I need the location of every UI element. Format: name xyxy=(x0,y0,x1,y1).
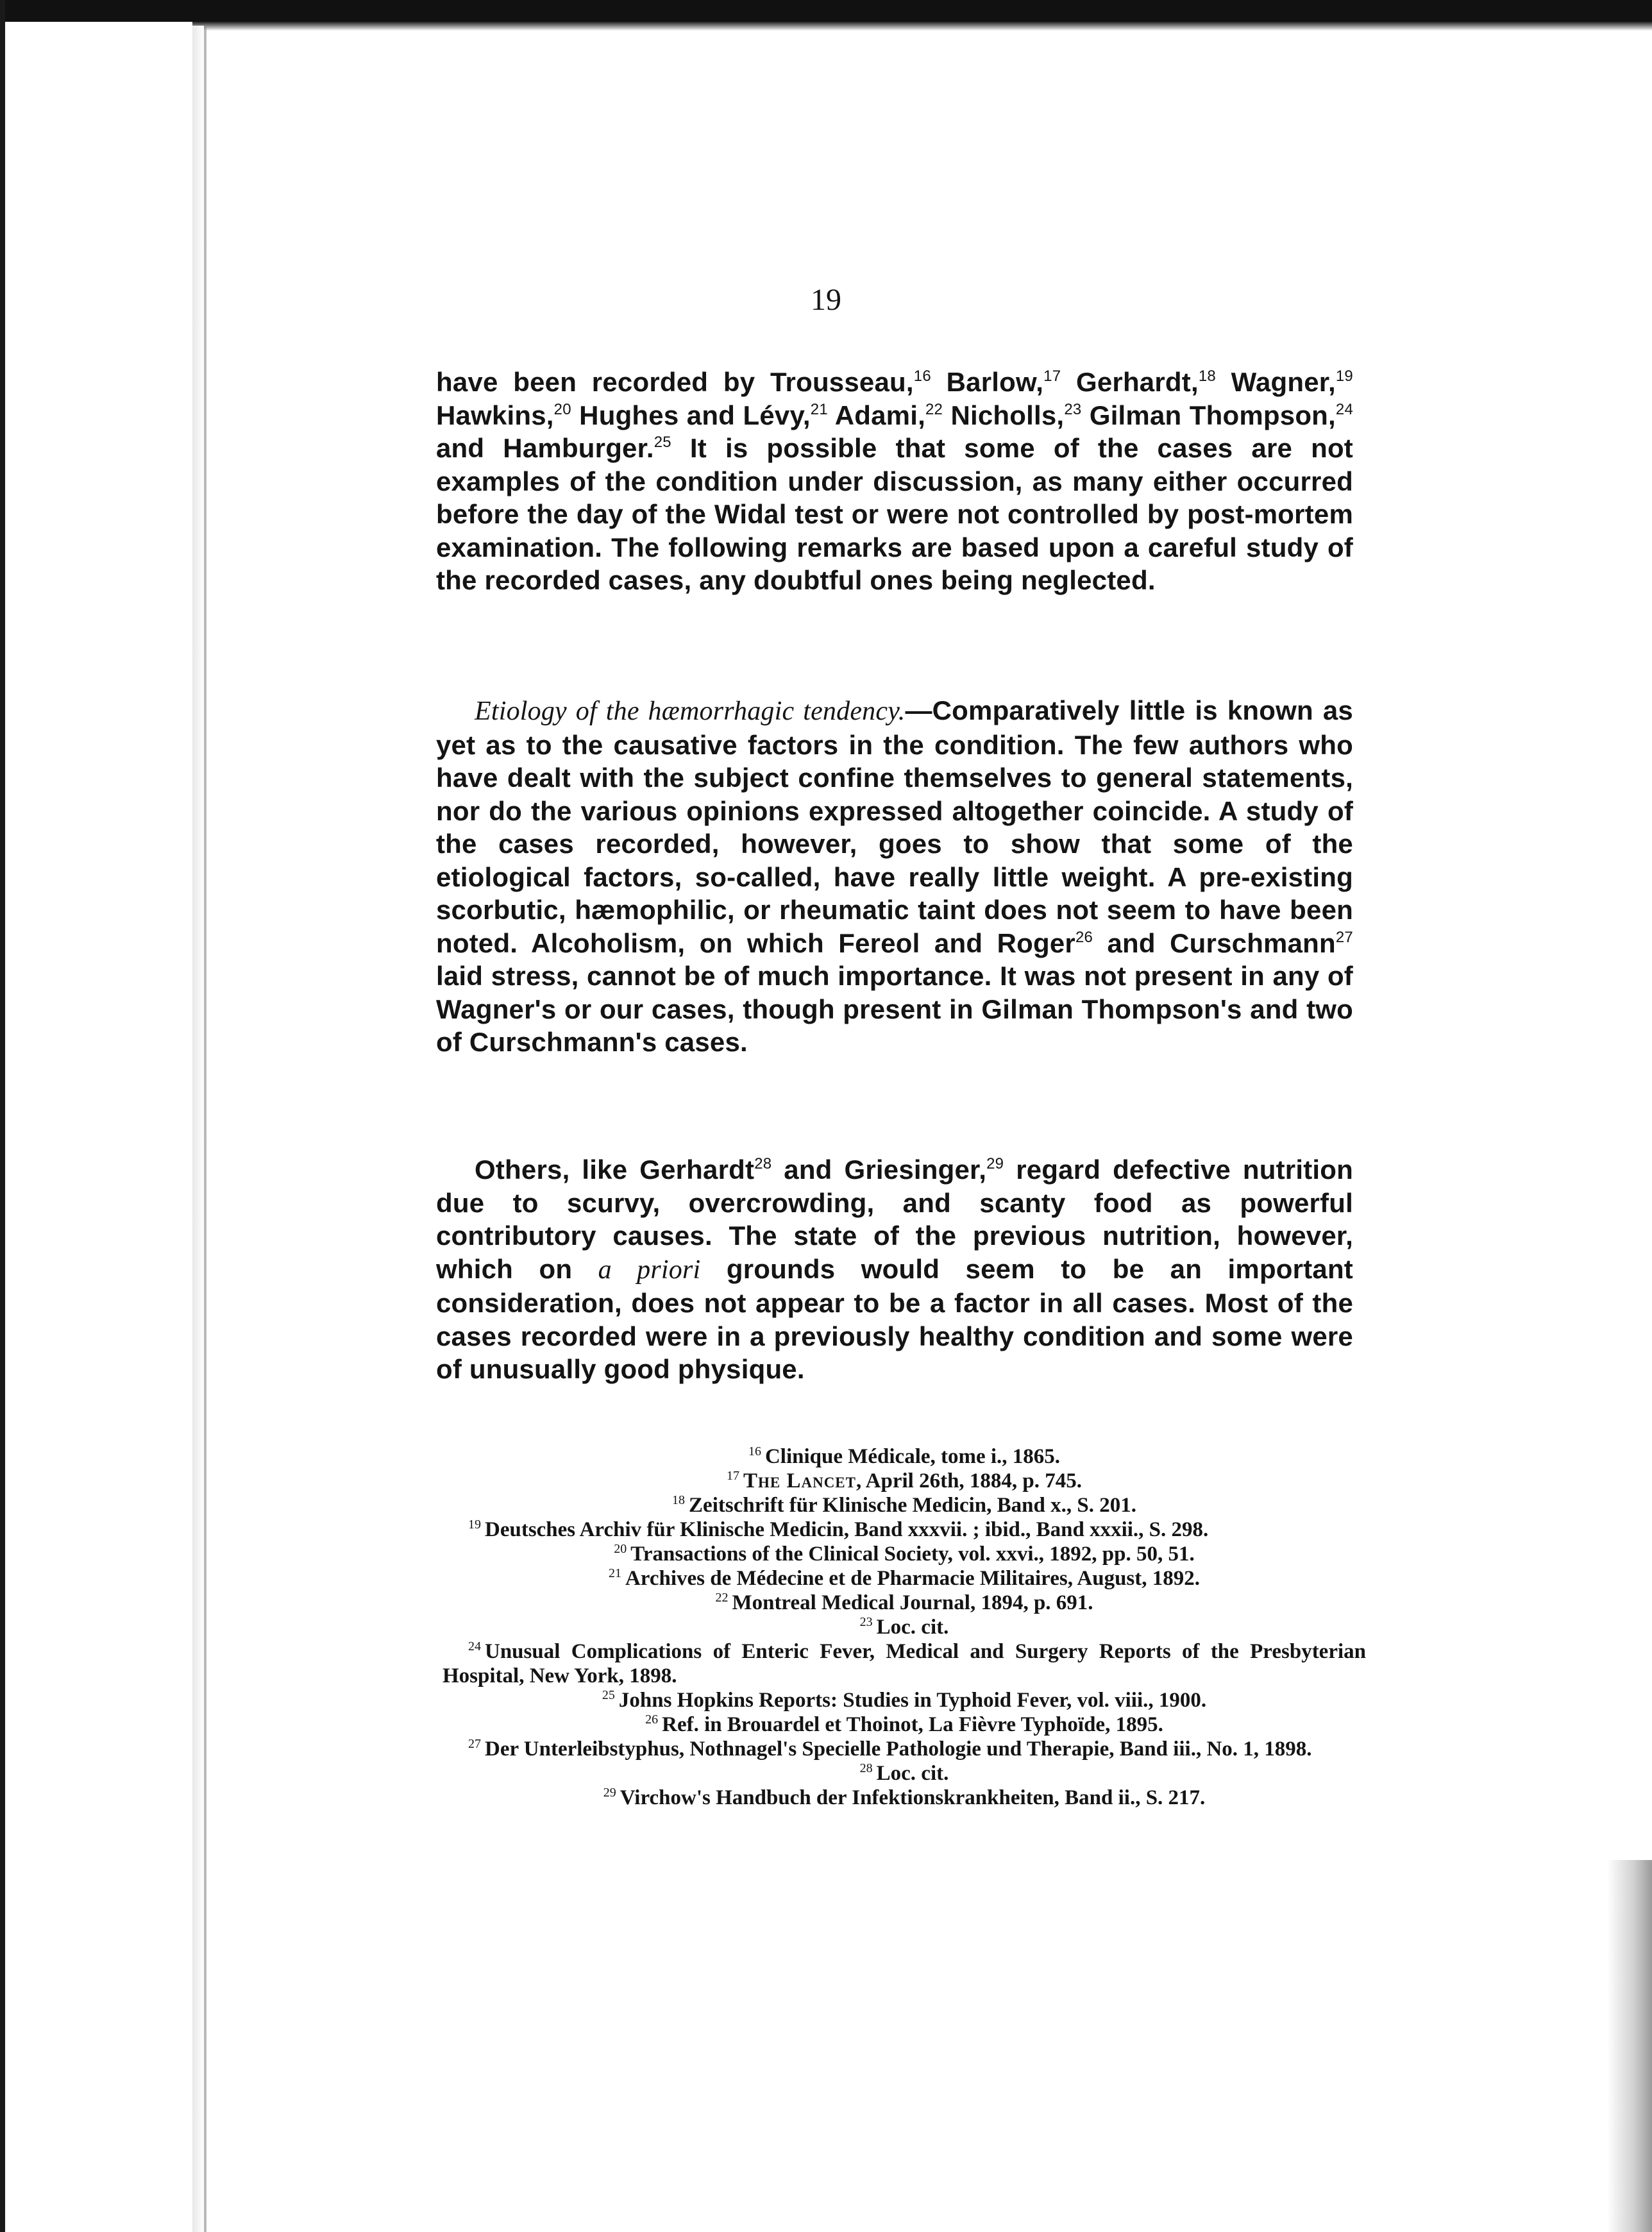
reference-25: 25 xyxy=(653,434,671,451)
page-number: 19 xyxy=(811,283,841,317)
page-curl-shadow xyxy=(1607,1860,1652,2232)
reference-27: 27 xyxy=(1335,928,1353,946)
footnote-22: $^{22}$ Montreal Medical Journal, 1894, p. 691. xyxy=(715,1591,1093,1614)
scan-top-shadow xyxy=(192,22,1652,31)
scan-top-edge xyxy=(0,0,1652,22)
footnotes xyxy=(442,1444,1366,1810)
reference-17: 17 xyxy=(1043,368,1061,385)
reference-19: 19 xyxy=(1335,368,1353,385)
gutter-line xyxy=(204,26,206,2232)
footnote-19: $^{19}$ Deutsches Archiv für Klinische Medicin, Band xxxvii. ; ibid., Band xxxii., S. 298. xyxy=(468,1518,1209,1541)
footnote-29: $^{29}$ Virchow's Handbuch der Infektionskrankheiten, Band ii., S. 217. xyxy=(603,1786,1206,1809)
reference-22: 22 xyxy=(925,400,943,418)
footnote-27: $^{27}$ Der Unterleibstyphus, Nothnagel's Specielle Pathologie und Therapie, Band iii., No. 1, 1898. xyxy=(468,1737,1312,1761)
reference-26: 26 xyxy=(1075,928,1093,946)
footnote-24: $^{24}$ Unusual Complications of Enteric Fever, Medical and Surgery Reports of the Presbyterian Hospital, New York, 1898. xyxy=(442,1639,1366,1687)
paragraph-3: Others, like Gerhardt$^{28}$ and Griesinger,$^{29}$ regard defective nutrition due to scurvy, overcrowding, and scanty food as powerful contributory causes. The state of the previous nutrition, however, which on a priori grounds would seem to be an important consideration, does not appear to be a factor in all cases. Most of the cases recorded were in a previously healthy condition and some were of unusually good physique. xyxy=(436,1154,1353,1384)
paragraph-1: have been recorded by Trousseau,$^{16}$ Barlow,$^{17}$ Gerhardt,$^{18}$ Wagner,$^{19}$ Hawkins,$^{20}$ Hughes and Lévy,$^{21}$ Adami,$^{22}$ Nicholls,$^{23}$ Gilman Thompson,$^{24}$ and Hamburger.$^{25}$ It is possible that some of the cases are not examples of the condition under discussion, as many either occurred before the day of the Widal test or were not controlled by post-mortem examination. The following remarks are based upon a careful study of the recorded cases, any doubtful ones being neglected. xyxy=(436,367,1354,595)
reference-29: 29 xyxy=(986,1155,1004,1172)
footnote-21: $^{21}$ Archives de Médecine et de Pharmacie Militaires, August, 1892. xyxy=(608,1566,1201,1590)
reference-28: 28 xyxy=(754,1155,772,1172)
footnote-25: $^{25}$ Johns Hopkins Reports: Studies in Typhoid Fever, vol. viii., 1900. xyxy=(602,1688,1207,1712)
reference-18: 18 xyxy=(1198,368,1216,385)
footnote-17: $^{17}$ The Lancet, April 26th, 1884, p. 745. xyxy=(726,1469,1083,1492)
italic-a-priori: a priori xyxy=(598,1255,701,1285)
gutter-shadow xyxy=(192,26,204,2232)
reference-16: 16 xyxy=(913,368,931,385)
section-heading-etiology: Etiology of the hæmorrhagic tendency. xyxy=(475,697,906,726)
scan-left-binding xyxy=(0,0,5,2232)
footnote-16: $^{16}$ Clinique Médicale, tome i., 1865. xyxy=(748,1444,1061,1468)
reference-24: 24 xyxy=(1335,400,1354,418)
footnote-28: $^{28}$ Loc. cit. xyxy=(859,1761,949,1785)
reference-20: 20 xyxy=(553,400,571,418)
footnote-23: $^{23}$ Loc. cit. xyxy=(859,1615,949,1639)
footnote-18: $^{18}$ Zeitschrift für Klinische Medicin, Band x., S. 201. xyxy=(672,1493,1136,1517)
footnote-26: $^{26}$ Ref. in Brouardel et Thoinot, La Fièvre Typhoïde, 1895. xyxy=(645,1712,1163,1736)
paragraph-2: Etiology of the hæmorrhagic tendency.—Comparatively little is known as yet as to the causative factors in the condition. The few authors who have dealt with the subject confine themselves to general statements, nor do the various opinions expressed altogether coincide. A study of the cases recorded, however, goes to show that some of the etiological factors, so-called, have really little weight. A pre-existing scorbutic, hæmophilic, or rheumatic taint does not seem to have been noted. Alcoholism, on which Fereol and Roger$^{26}$ and Curschmann$^{27}$ laid stress, cannot be of much importance. It was not present in any of Wagner's or our cases, though present in Gilman Thompson's and two of Curschmann's cases. xyxy=(436,695,1353,1057)
reference-23: 23 xyxy=(1064,400,1082,418)
reference-21: 21 xyxy=(810,400,828,418)
footnote-20: $^{20}$ Transactions of the Clinical Society, vol. xxvi., 1892, pp. 50, 51. xyxy=(614,1542,1195,1566)
